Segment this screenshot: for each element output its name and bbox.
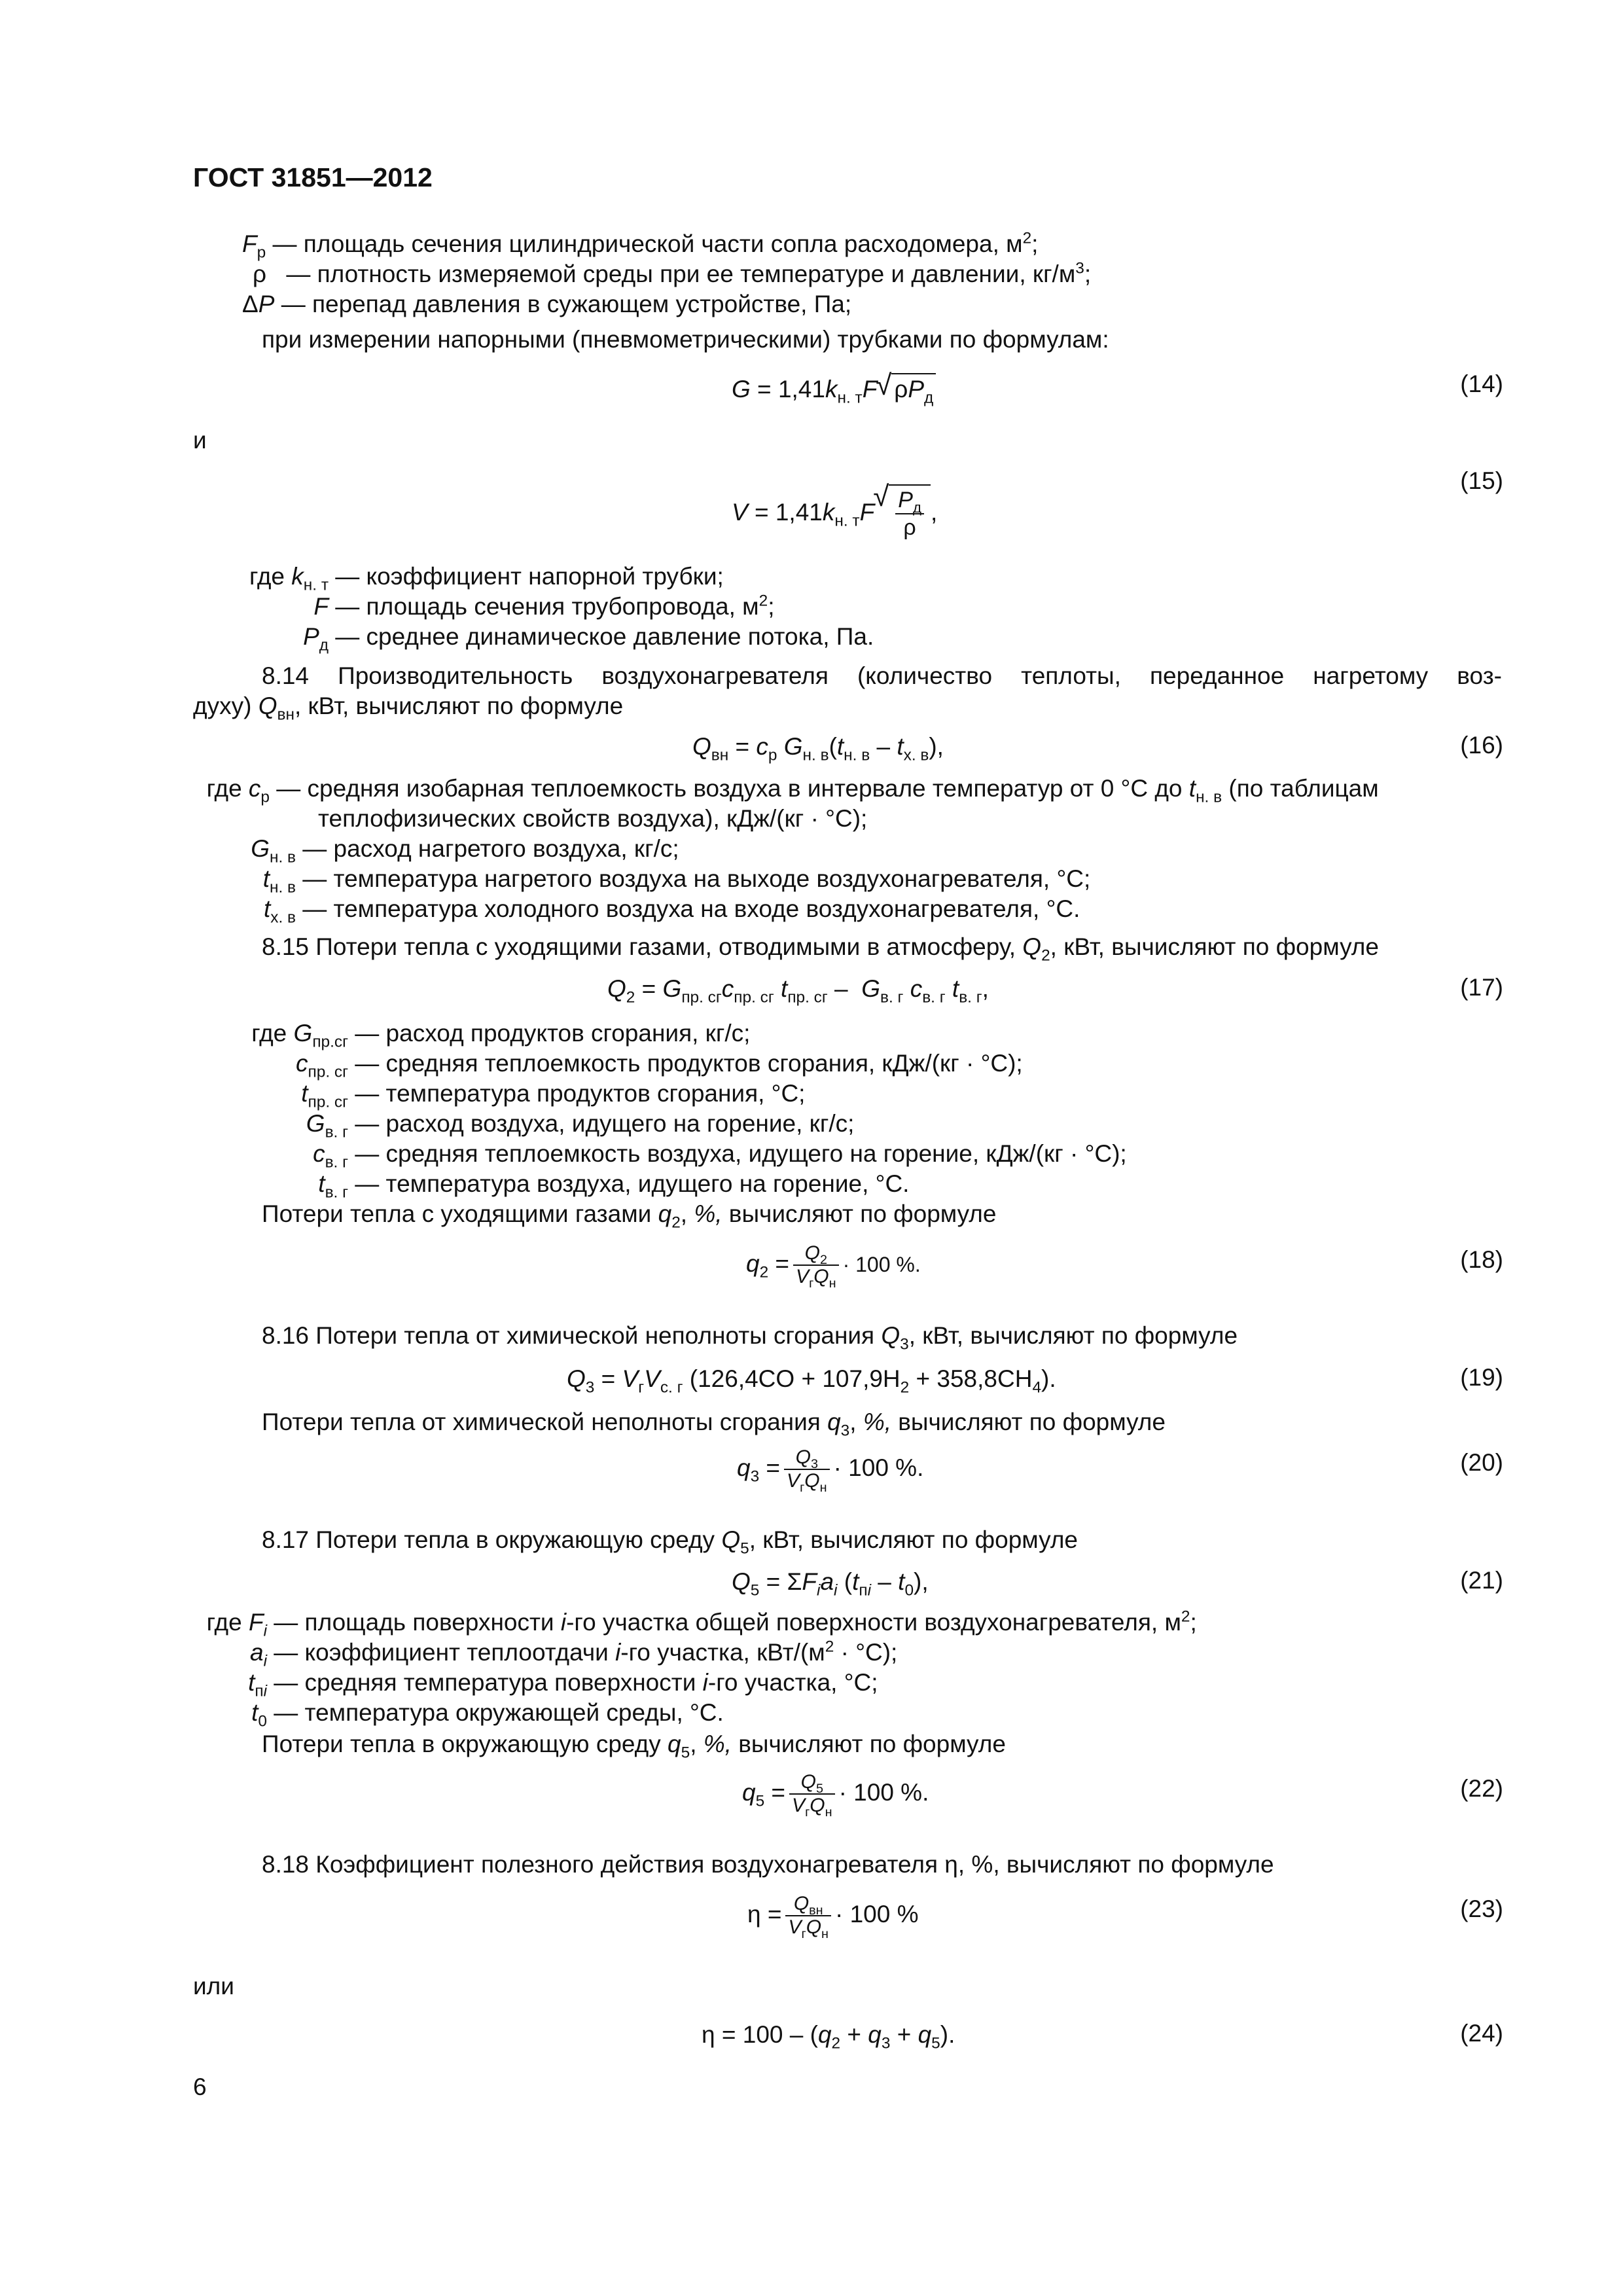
equation-number: (19) [1460,1364,1503,1391]
q2-intro: Потери тепла с уходящими газами $q_2$, %, вычисляют по формуле [262,1200,997,1232]
def-t0: $t_0$ — температура окружающей среды, °С. [251,1699,724,1731]
equation-18: $q_2$ = $\frac{Q_2}{V_гQ_н}$ · 100 %. [746,1242,921,1291]
equation-number: (21) [1460,1567,1503,1594]
def-text: — перепад давления в сужающем устройстве, Па; [281,291,852,317]
section-8-17: 8.17 Потери тепла в окружающую среду $Q_5$, кВт, вычисляют по формуле [262,1526,1078,1558]
section-8-15: 8.15 Потери тепла с уходящими газами, отводимыми в атмосферу, $Q_2$, кВт, вычисляют по формуле [262,933,1379,965]
equation-number: (14) [1460,370,1503,397]
equation-number: (20) [1460,1449,1503,1476]
def-text: — площадь сечения цилиндрической части сопла расходомера, $м^2$; [272,229,1039,257]
equation-24: $\eta = 100 - (q_2 + q_3 + q_5)$. [702,2021,955,2053]
def-text: — плотность измеряемой среды при ее температуре и давлении, $кг/м^3$; [286,259,1092,287]
section-8-18: 8.18 Коэффициент полезного действия воздухонагревателя η, %, вычисляют по формуле [262,1851,1274,1878]
def-cp-continued: теплофизических свойств воздуха), кДж/(кг · °С); [318,805,868,832]
def-tpi: $t_{пi}$ — средняя температура поверхности i-го участка, °С; [248,1669,878,1700]
equation-23: η = $\frac{Q_{вн}}{V_гQ_н}$ · 100 % [747,1893,919,1941]
def-txv: $t_{х. в}$ — температура холодного воздуха на входе воздухонагревателя, °С. [263,895,1080,927]
equation-number: (18) [1460,1246,1503,1273]
equation-17: $Q_2 = G_{пр. сг}c_{пр. сг}$ $t_{пр. сг} - G_{в. г}$ $c_{в. г}$ $t_{в. г}$, [607,975,989,1007]
section-8-14-line1: 8.14 Производительность воздухонагревателя (количество теплоты, переданное нагретому воз- [262,662,1502,689]
def-symbol: ρ [253,260,267,287]
q3-intro: Потери тепла от химической неполноты сгорания $q_3$, %, вычисляют по формуле [262,1408,1166,1440]
equation-21: $Q_5 = \Sigma F_ia_i$ $(t_{пi} - t_0)$, [732,1568,929,1600]
def-fp [242,229,1039,262]
equation-number: (17) [1460,974,1503,1001]
def-rho [253,259,1091,289]
document-header: ГОСТ 31851—2012 [193,162,433,192]
equation-number: (24) [1460,2020,1503,2047]
def-pd: $P_д$ — среднее динамическое давление потока, Па. [303,623,874,655]
equation-number: (23) [1460,1895,1503,1922]
def-gprsg: где $G_{пр.сг}$ — расход продуктов сгорания, кг/с; [251,1020,751,1051]
def-cvg: $c_{в. г}$ — средняя теплоемкость воздуха, идущего на горение, кДж/(кг · °С); [313,1140,1127,1172]
equation-20: $q_3$ = $\frac{Q_3}{V_гQ_н}$ · 100 %. [737,1446,924,1495]
equation-16: $Q_{вн} = c_р$ $G_{н. в}(t_{н. в} - t_{х. в})$, [692,733,944,764]
conjunction-and: и [193,427,207,454]
def-symbol: $F_р$ [242,230,266,262]
def-cprsg: $c_{пр. сг}$ — средняя теплоемкость продуктов сгорания, кДж/(кг · °С); [296,1050,1023,1081]
def-tnv: $t_{н. в}$ — температура нагретого воздуха на выходе воздухонагревателя, °С; [262,865,1091,897]
def-gvg: $G_{в. г}$ — расход воздуха, идущего на горение, кг/с; [306,1110,855,1141]
section-8-14-line2: духу) $Q_{вн}$, кВт, вычисляют по формуле [193,692,624,724]
equation-number: (15) [1460,467,1503,494]
q5-intro: Потери тепла в окружающую среду $q_5$, %, вычисляют по формуле [262,1731,1006,1762]
def-tvg: $t_{в. г}$ — температура воздуха, идущего на горение, °С. [318,1170,910,1202]
equation-number: (22) [1460,1775,1503,1802]
def-ai: $a_i$ — коэффициент теплоотдачи i-го участка, кВт/$(м^2 \cdot ^\circ С)$; [249,1638,898,1670]
def-gnv: $G_{н. в}$ — расход нагретого воздуха, кг/с; [251,835,679,867]
page-number: 6 [193,2073,207,2100]
def-knt: где $k_{н. т}$ — коэффициент напорной трубки; [249,563,724,594]
def-tprsg: $t_{пр. сг}$ — температура продуктов сгорания, °С; [301,1080,806,1111]
conjunction-or: или [193,1973,234,2000]
equation-number: (16) [1460,732,1503,759]
equation-14: $G = 1,41k_{н. т}F√$ $\rho P_д$ [732,373,936,404]
def-fi: где $F_i$ — площадь поверхности i-го участка общей поверхности воздухонагревателя, $м^2$; [206,1607,1197,1640]
section-8-16: 8.16 Потери тепла от химической неполноты сгорания $Q_3$, кВт, вычисляют по формуле [262,1322,1238,1354]
equation-19: $Q_3 = V_гV_{с. г}$ $(126,4CO + 107,9H_2 + 358,8CH_4)$. [567,1365,1056,1397]
def-symbol: ΔP [242,291,275,317]
def-deltap [242,289,851,319]
def-cp: где $c_р$ — средняя изобарная теплоемкость воздуха в интервале температур от 0 °С до $t_{н. в}$ (по таблицам [206,775,1379,806]
equation-15: $V = 1,41k_{н. т}F$ √ $\frac{P_д}{\rho}$ , [732,484,937,541]
intro-pneumo: при измерении напорными (пневмометрическими) трубками по формулам: [262,326,1109,353]
def-f: F — площадь сечения трубопровода, $м^2$; [313,592,775,620]
equation-22: $q_5$ = $\frac{Q_5}{V_гQ_н}$ · 100 %. [742,1771,929,1820]
